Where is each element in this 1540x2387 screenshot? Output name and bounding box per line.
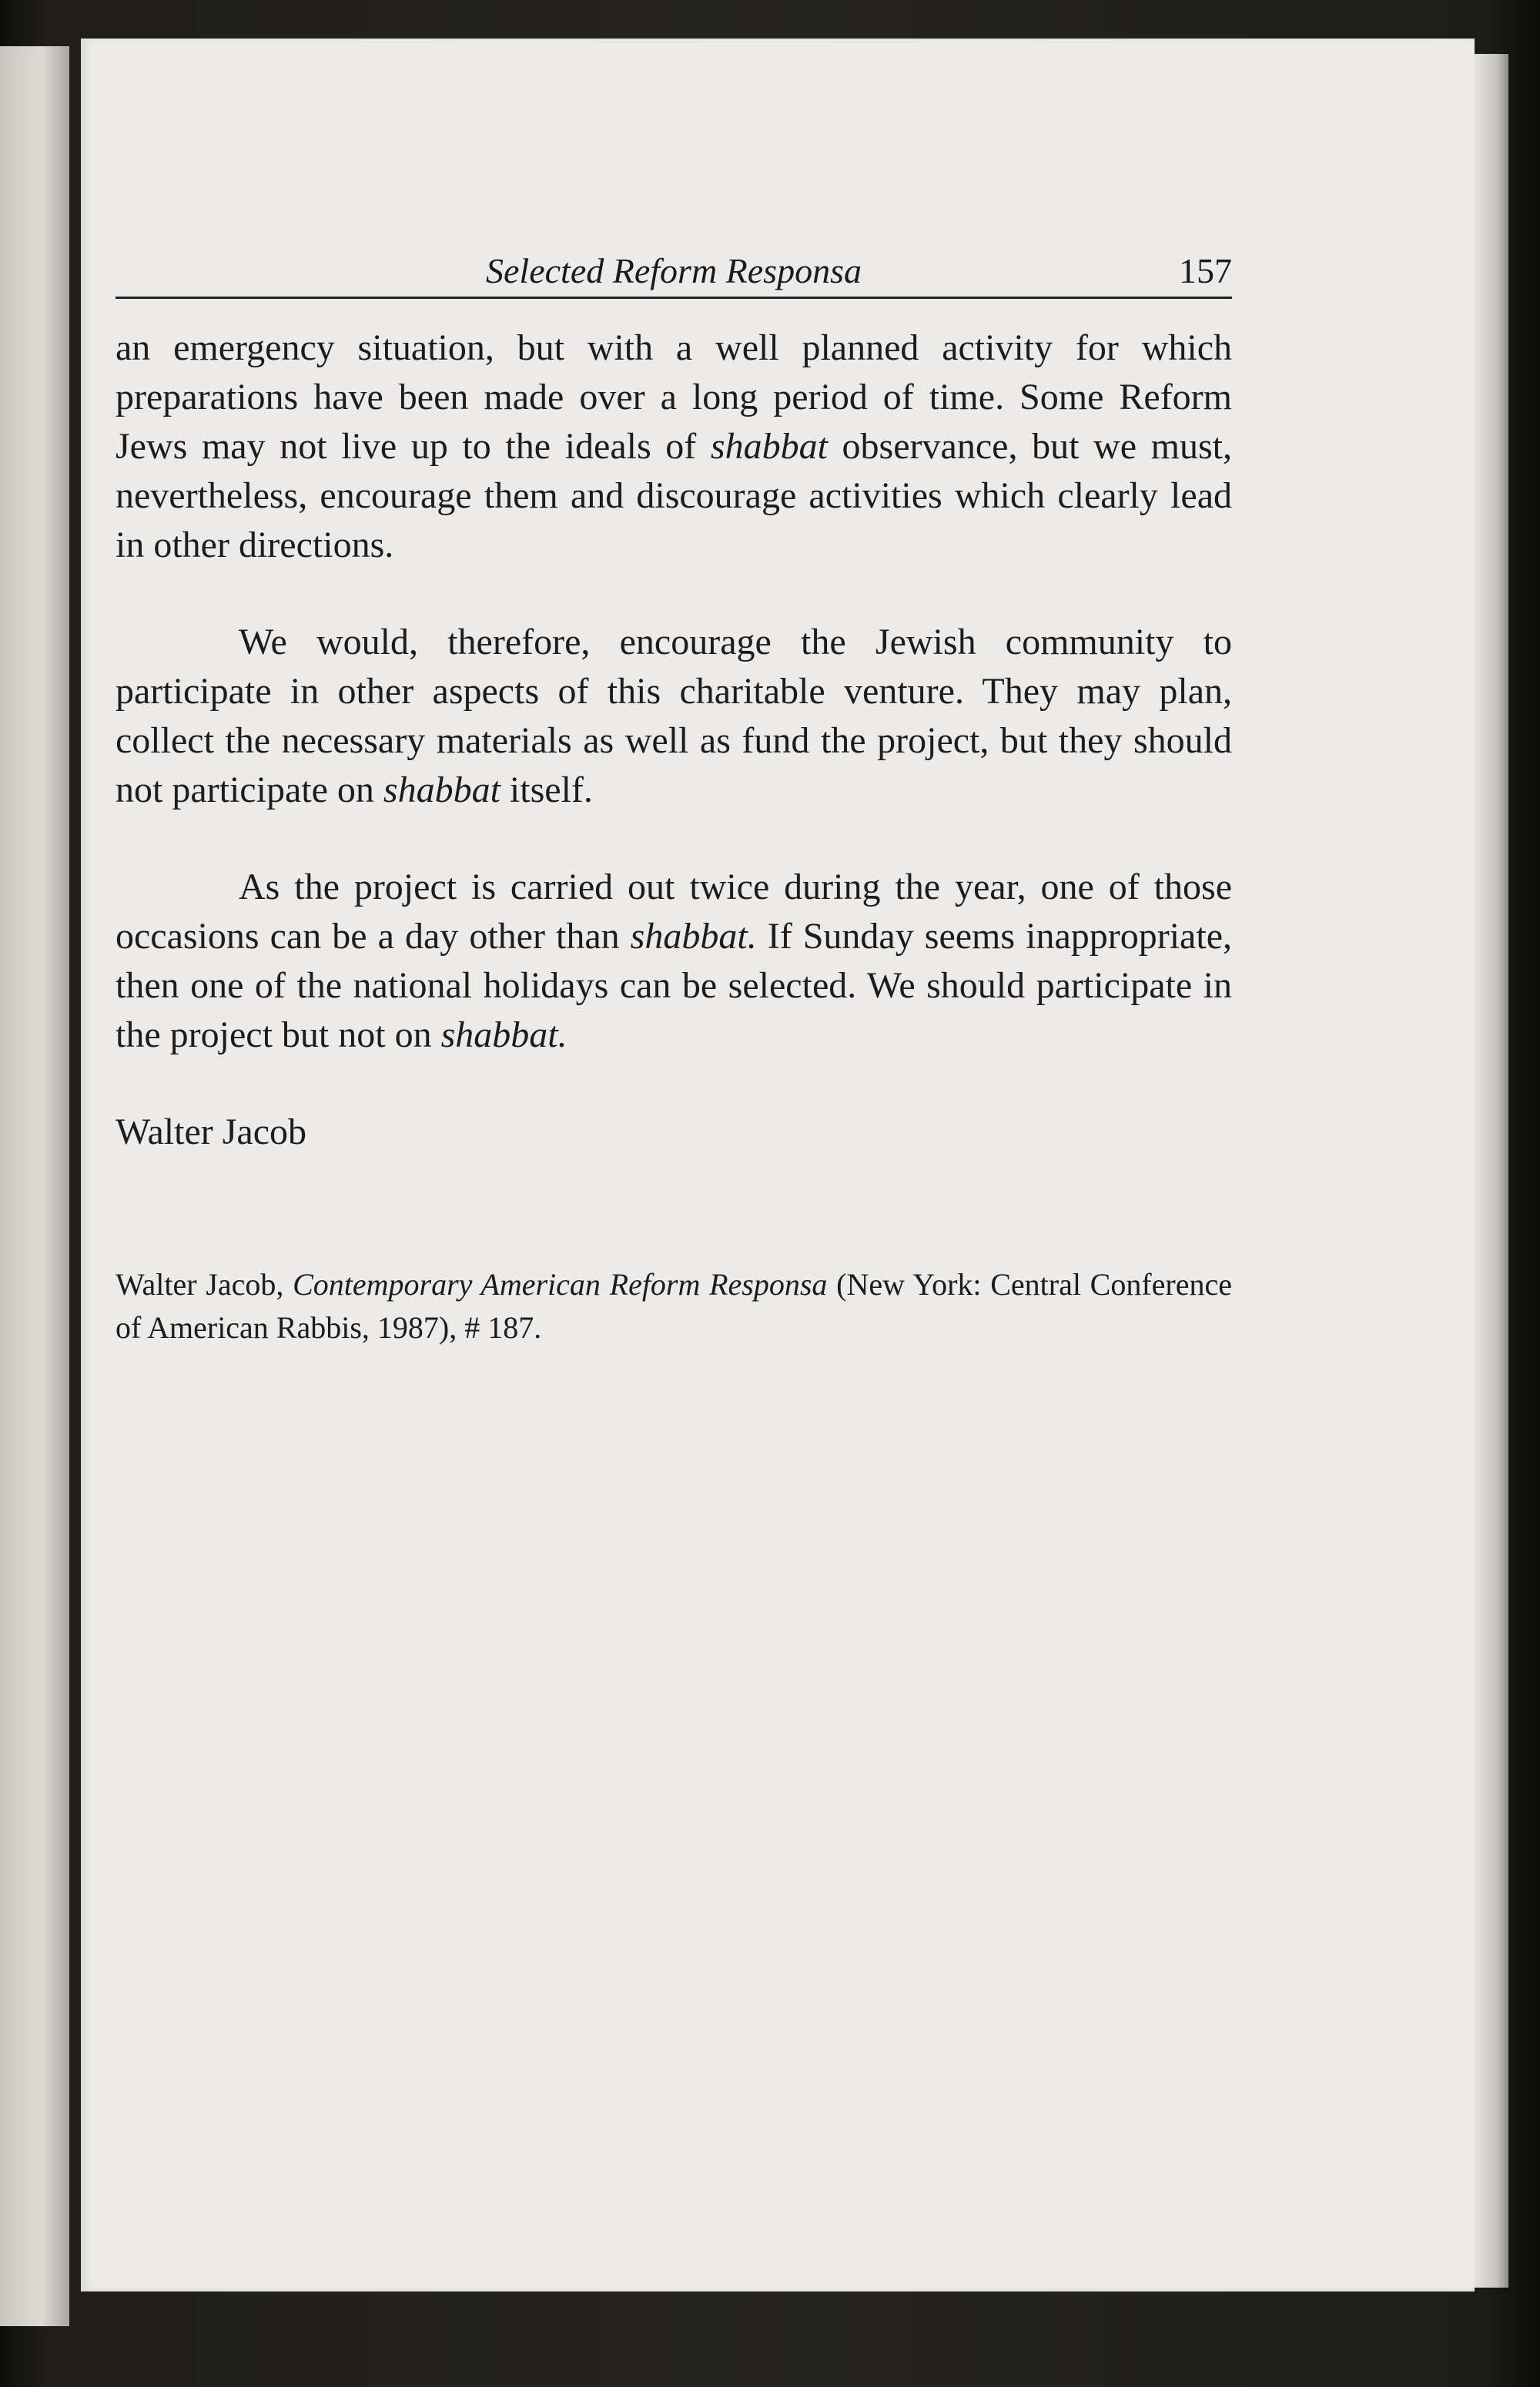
- author-signature: Walter Jacob: [116, 1111, 307, 1152]
- body-text: [116, 324, 1232, 1157]
- paragraph-2-part-a: We would, therefore, encourage the Jewish community to participate in other aspects of this charitable venture. They may plan, collect the necessary materials as well as fund the project, but they should not participate on: [116, 622, 1232, 810]
- paragraph-2-italic-term: shabbat: [383, 769, 500, 810]
- paragraph-1-part-c: observance, but we must, nevertheless, encourage them and discourage activities which clearly lead in other directions.: [116, 426, 1232, 565]
- paragraph-1-part-a: an emergency situation, but with a well planned activity for which preparations have been made over a long period of time. Some Reform Jews may not live up to the ideals of: [116, 327, 1232, 467]
- paragraph-1-italic-term: shabbat: [710, 426, 828, 467]
- paragraph-3: [116, 863, 1232, 1060]
- citation-book-title: Contemporary American Reform Responsa: [293, 1267, 828, 1302]
- running-title: Selected Reform Responsa: [486, 251, 862, 290]
- paragraph-3-part-c: If Sunday seems inappropriate, then one of the national holidays can be selected. We should participate in the project but not on: [116, 916, 1232, 1055]
- source-citation: [116, 1263, 1232, 1349]
- facing-page-edge: [0, 46, 69, 2326]
- paragraph-1: [116, 324, 1232, 570]
- running-header: [116, 250, 1232, 299]
- paragraph-2: [116, 618, 1232, 815]
- page-number: 157: [1179, 251, 1232, 290]
- citation-details: (New York: Central Conference of American Rabbis, 1987), # 187.: [116, 1267, 1233, 1345]
- paragraph-3-italic-term-2: shabbat.: [440, 1014, 567, 1055]
- paragraph-3-part-a: As the project is carried out twice during the year, one of those occasions can be a day other than: [116, 867, 1232, 957]
- citation-author: Walter Jacob,: [116, 1267, 293, 1302]
- paragraph-2-part-c: itself.: [500, 769, 593, 810]
- paragraph-3-italic-term-1: shabbat.: [630, 916, 757, 957]
